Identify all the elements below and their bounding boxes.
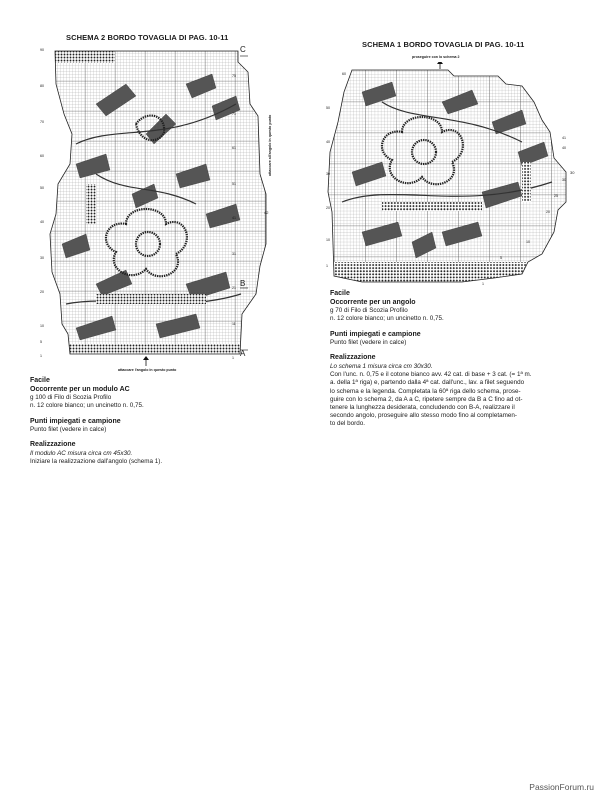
stitches-text: Punto filet (vedere in calce)	[330, 339, 407, 347]
row-number: 20	[40, 290, 44, 294]
work-line: secondo angolo, proseguire allo stesso modo fino al completamen-	[330, 412, 517, 420]
row-number: 5	[500, 256, 502, 260]
left-row-numbers	[40, 48, 54, 366]
work-line: a. della 1ª riga) e, partendo dalla 4ª cat. dall'unc., lav. a filet seguendo	[330, 379, 525, 387]
right-side-number: 30	[570, 170, 575, 175]
work-line: Con l'unc. n. 0,75 e il cotone bianco avv. 42 cat. di base + 3 cat. (= 1ª m.	[330, 371, 532, 379]
row-number: 20	[546, 210, 550, 214]
work-text: Iniziare la realizzazione dall'angolo (schema 1).	[30, 458, 163, 466]
label-b: B	[240, 279, 246, 288]
watermark: PassionForum.ru	[529, 782, 594, 792]
right-schema-title: SCHEMA 1 BORDO TOVAGLIA DI PAG. 10-11	[362, 40, 525, 49]
row-number: 10	[526, 240, 530, 244]
row-number: 75	[232, 74, 236, 78]
materials-heading: Occorrente per un modulo AC	[30, 385, 130, 393]
row-number: 40	[326, 140, 330, 144]
stitches-heading: Punti impiegati e campione	[30, 417, 121, 425]
row-number: 51	[232, 182, 236, 186]
row-number: 20	[326, 206, 330, 210]
work-heading: Realizzazione	[30, 441, 76, 449]
row-number: 30	[326, 172, 330, 176]
right-chart-svg	[322, 62, 575, 292]
right-side-note: attaccare all'angolo in questo punto	[268, 114, 272, 176]
right-top-note: proseguire con lo schema 2	[412, 55, 460, 59]
row-number: 41	[232, 216, 236, 220]
materials-heading: Occorrente per un angolo	[330, 298, 416, 306]
work-line: tenere la lunghezza desiderata, concludendo con B-A, realizzare il	[330, 404, 515, 411]
left-row-numbers-right	[232, 74, 246, 364]
row-number: 25	[554, 194, 558, 198]
row-number: 80	[40, 84, 44, 88]
stitches-text: Punto filet (vedere in calce)	[30, 426, 107, 434]
work-line: guire con lo schema 2, da A a C, ripetere sempre da B a C fino ad ot-	[330, 395, 523, 403]
work-heading: Realizzazione	[330, 354, 376, 362]
row-number: 30	[562, 178, 566, 182]
row-number: 61	[232, 146, 236, 150]
row-number: 30	[40, 256, 44, 260]
row-number: 1	[482, 282, 484, 286]
stitches-heading: Punti impiegati e campione	[330, 330, 421, 338]
row-number: 60	[342, 72, 346, 76]
row-number: 31	[232, 252, 236, 256]
work-line: lo schema e la legenda. Completata la 60ª riga dello schema, prose-	[330, 387, 521, 395]
difficulty-label: Facile	[30, 377, 50, 384]
materials-line: g 100 di Filo di Scozia Profilo	[30, 394, 112, 402]
row-number: 1	[232, 356, 234, 360]
right-filet-chart	[322, 62, 575, 292]
difficulty-label: Facile	[330, 290, 350, 297]
right-row-numbers	[326, 72, 346, 272]
label-a: A	[240, 349, 246, 358]
right-row-numbers-right	[482, 136, 576, 286]
row-number: 10	[40, 324, 44, 328]
row-number: 70	[40, 120, 44, 124]
row-number: 50	[326, 106, 330, 110]
left-side-number: 42	[264, 210, 269, 215]
row-number: 40	[562, 146, 566, 150]
row-number: 60	[40, 154, 44, 158]
work-line: to del bordo.	[330, 420, 366, 428]
label-c: C	[240, 45, 246, 54]
row-number: 71	[232, 112, 236, 116]
row-number: 21	[232, 286, 236, 290]
row-number: 1	[326, 264, 328, 268]
row-number: 90	[40, 48, 44, 52]
left-schema-title: SCHEMA 2 BORDO TOVAGLIA DI PAG. 10-11	[66, 33, 229, 42]
row-number: 5	[40, 340, 42, 344]
work-size: Lo schema 1 misura circa cm 30x30.	[330, 362, 433, 370]
left-instructions	[30, 377, 270, 466]
materials-line: n. 12 colore bianco; un uncinetto n. 0,75.	[30, 402, 144, 410]
row-number: 10	[326, 238, 330, 242]
right-instructions	[330, 290, 570, 429]
work-size: Il modulo AC misura circa cm 45x30.	[30, 449, 133, 457]
row-number: 50	[40, 186, 44, 190]
materials-line: n. 12 colore bianco; un uncinetto n. 0,75.	[330, 315, 444, 323]
row-number: 11	[232, 322, 236, 326]
row-number: 1	[40, 354, 42, 358]
row-number: 40	[40, 220, 44, 224]
row-number: 41	[562, 136, 566, 140]
materials-line: g 70 di Filo di Scozia Profilo	[330, 307, 408, 315]
attach-note: attaccare l'angolo in questo punto	[118, 368, 177, 372]
